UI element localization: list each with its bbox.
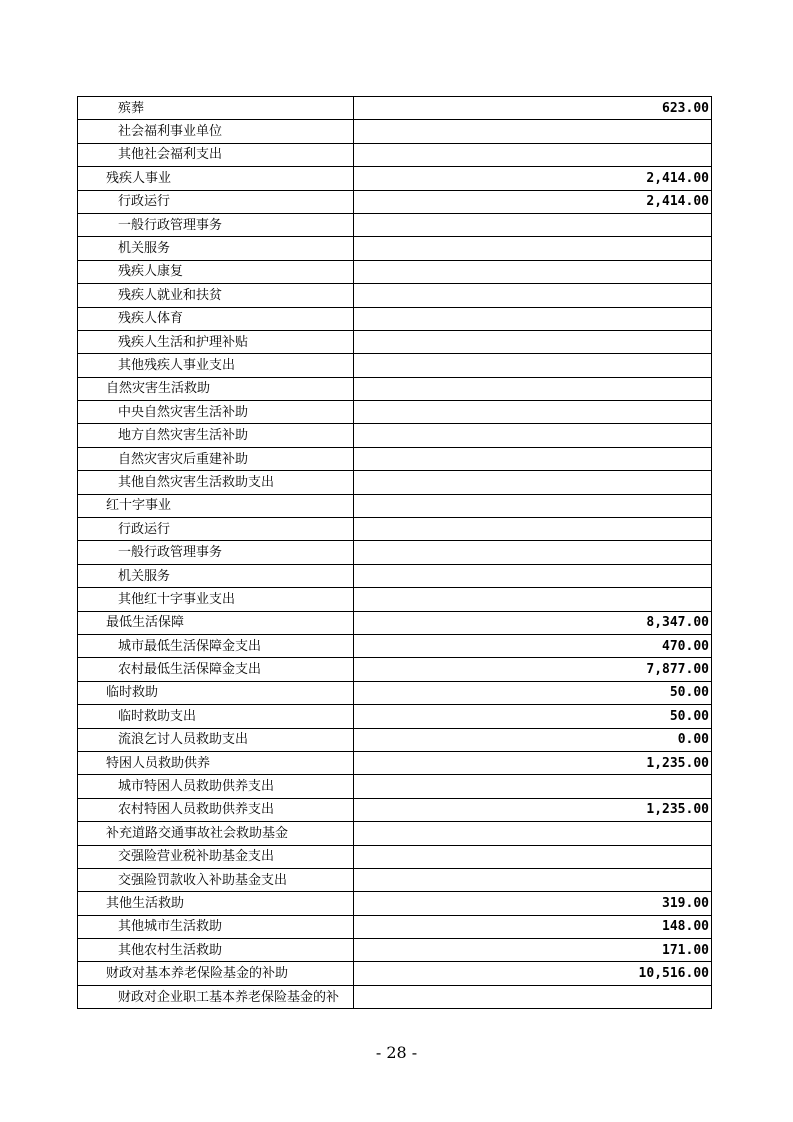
table-row bbox=[78, 120, 712, 143]
row-amount bbox=[354, 424, 712, 447]
table-row bbox=[78, 284, 712, 307]
row-item-name: 临时救助支出 bbox=[78, 705, 354, 728]
row-item-name: 其他红十字事业支出 bbox=[78, 588, 354, 611]
row-amount bbox=[354, 307, 712, 330]
row-item-name: 其他生活救助 bbox=[78, 892, 354, 915]
row-item-name: 交强险罚款收入补助基金支出 bbox=[78, 868, 354, 891]
row-item-name: 自然灾害生活救助 bbox=[78, 377, 354, 400]
table-row bbox=[78, 541, 712, 564]
row-amount bbox=[354, 845, 712, 868]
row-item-name: 一般行政管理事务 bbox=[78, 213, 354, 236]
row-amount: 7,877.00 bbox=[354, 658, 712, 681]
row-item-name: 机关服务 bbox=[78, 564, 354, 587]
table-row bbox=[78, 330, 712, 353]
row-item-name: 其他城市生活救助 bbox=[78, 915, 354, 938]
table-row bbox=[78, 962, 712, 985]
row-item-name: 特困人员救助供养 bbox=[78, 751, 354, 774]
row-item-name: 行政运行 bbox=[78, 190, 354, 213]
row-amount: 50.00 bbox=[354, 681, 712, 704]
row-amount: 319.00 bbox=[354, 892, 712, 915]
row-item-name: 其他残疾人事业支出 bbox=[78, 354, 354, 377]
table-row bbox=[78, 939, 712, 962]
row-amount: 2,414.00 bbox=[354, 190, 712, 213]
row-amount bbox=[354, 868, 712, 891]
row-item-name: 社会福利事业单位 bbox=[78, 120, 354, 143]
row-item-name: 最低生活保障 bbox=[78, 611, 354, 634]
row-amount: 1,235.00 bbox=[354, 798, 712, 821]
row-amount: 623.00 bbox=[354, 97, 712, 120]
table-row bbox=[78, 845, 712, 868]
row-amount bbox=[354, 494, 712, 517]
table-row bbox=[78, 915, 712, 938]
row-item-name: 临时救助 bbox=[78, 681, 354, 704]
table-row bbox=[78, 190, 712, 213]
table-row bbox=[78, 237, 712, 260]
row-amount bbox=[354, 447, 712, 470]
row-item-name: 其他自然灾害生活救助支出 bbox=[78, 471, 354, 494]
table-row bbox=[78, 892, 712, 915]
table-row bbox=[78, 611, 712, 634]
table-row bbox=[78, 658, 712, 681]
table-row bbox=[78, 377, 712, 400]
row-item-name: 农村最低生活保障金支出 bbox=[78, 658, 354, 681]
row-item-name: 补充道路交通事故社会救助基金 bbox=[78, 822, 354, 845]
row-amount: 8,347.00 bbox=[354, 611, 712, 634]
table-row bbox=[78, 307, 712, 330]
table-row bbox=[78, 494, 712, 517]
row-amount bbox=[354, 143, 712, 166]
table-row bbox=[78, 424, 712, 447]
table-row bbox=[78, 705, 712, 728]
row-amount bbox=[354, 284, 712, 307]
row-amount bbox=[354, 775, 712, 798]
row-amount: 148.00 bbox=[354, 915, 712, 938]
table-row bbox=[78, 564, 712, 587]
row-amount: 10,516.00 bbox=[354, 962, 712, 985]
row-amount bbox=[354, 237, 712, 260]
row-item-name: 地方自然灾害生活补助 bbox=[78, 424, 354, 447]
row-amount bbox=[354, 564, 712, 587]
table-row bbox=[78, 681, 712, 704]
row-item-name: 残疾人就业和扶贫 bbox=[78, 284, 354, 307]
row-item-name: 城市最低生活保障金支出 bbox=[78, 634, 354, 657]
table-row bbox=[78, 260, 712, 283]
row-item-name: 财政对基本养老保险基金的补助 bbox=[78, 962, 354, 985]
table-row bbox=[78, 447, 712, 470]
row-item-name: 其他农村生活救助 bbox=[78, 939, 354, 962]
row-amount bbox=[354, 377, 712, 400]
row-amount bbox=[354, 401, 712, 424]
row-item-name: 机关服务 bbox=[78, 237, 354, 260]
page-number: - 28 - bbox=[375, 1043, 418, 1062]
row-amount: 1,235.00 bbox=[354, 751, 712, 774]
row-amount: 2,414.00 bbox=[354, 167, 712, 190]
row-amount bbox=[354, 354, 712, 377]
row-item-name: 流浪乞讨人员救助支出 bbox=[78, 728, 354, 751]
row-item-name: 殡葬 bbox=[78, 97, 354, 120]
table-row bbox=[78, 775, 712, 798]
row-amount bbox=[354, 822, 712, 845]
table-row bbox=[78, 213, 712, 236]
table-row bbox=[78, 588, 712, 611]
row-amount bbox=[354, 471, 712, 494]
row-item-name: 一般行政管理事务 bbox=[78, 541, 354, 564]
row-amount bbox=[354, 120, 712, 143]
row-item-name: 中央自然灾害生活补助 bbox=[78, 401, 354, 424]
row-item-name: 城市特困人员救助供养支出 bbox=[78, 775, 354, 798]
table-row bbox=[78, 751, 712, 774]
row-item-name: 农村特困人员救助供养支出 bbox=[78, 798, 354, 821]
table-row bbox=[78, 97, 712, 120]
table-row bbox=[78, 822, 712, 845]
row-amount: 171.00 bbox=[354, 939, 712, 962]
row-item-name: 行政运行 bbox=[78, 518, 354, 541]
table-row bbox=[78, 143, 712, 166]
row-amount: 0.00 bbox=[354, 728, 712, 751]
row-item-name: 残疾人康复 bbox=[78, 260, 354, 283]
row-item-name: 交强险营业税补助基金支出 bbox=[78, 845, 354, 868]
row-amount bbox=[354, 518, 712, 541]
budget-table-body bbox=[78, 97, 712, 1009]
row-amount: 50.00 bbox=[354, 705, 712, 728]
budget-table bbox=[77, 96, 712, 1009]
table-row bbox=[78, 634, 712, 657]
row-amount bbox=[354, 260, 712, 283]
row-amount: 470.00 bbox=[354, 634, 712, 657]
row-item-name: 其他社会福利支出 bbox=[78, 143, 354, 166]
table-row bbox=[78, 471, 712, 494]
table-row bbox=[78, 401, 712, 424]
table-row bbox=[78, 868, 712, 891]
row-item-name: 残疾人事业 bbox=[78, 167, 354, 190]
row-item-name: 红十字事业 bbox=[78, 494, 354, 517]
row-item-name: 财政对企业职工基本养老保险基金的补 bbox=[78, 985, 354, 1008]
table-row bbox=[78, 167, 712, 190]
row-amount bbox=[354, 330, 712, 353]
row-item-name: 残疾人生活和护理补贴 bbox=[78, 330, 354, 353]
table-row bbox=[78, 985, 712, 1008]
row-amount bbox=[354, 588, 712, 611]
table-row bbox=[78, 728, 712, 751]
table-row bbox=[78, 798, 712, 821]
row-item-name: 残疾人体育 bbox=[78, 307, 354, 330]
table-row bbox=[78, 354, 712, 377]
row-item-name: 自然灾害灾后重建补助 bbox=[78, 447, 354, 470]
table-row bbox=[78, 518, 712, 541]
row-amount bbox=[354, 985, 712, 1008]
row-amount bbox=[354, 213, 712, 236]
row-amount bbox=[354, 541, 712, 564]
